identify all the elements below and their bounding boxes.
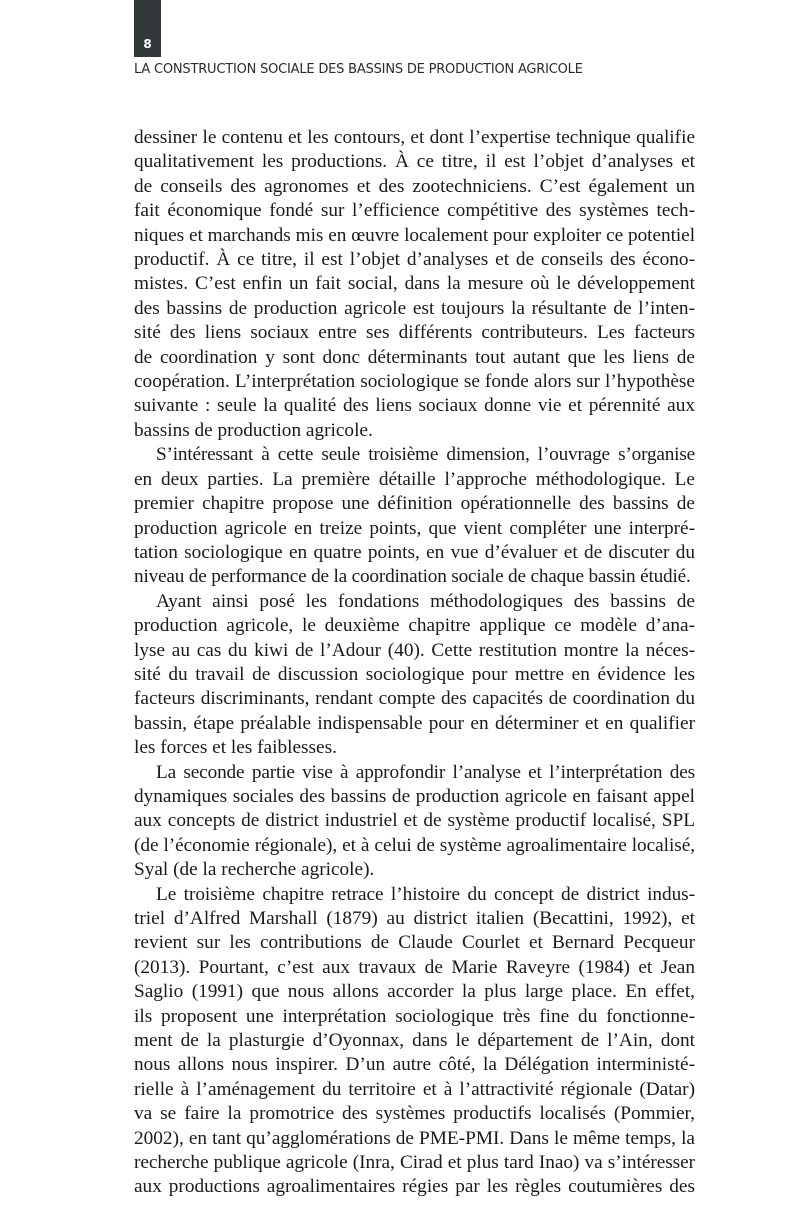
text-line: va se faire la promotrice des systèmes productifs localisés (Pommier, [134, 1103, 695, 1125]
paragraph [134, 590, 695, 761]
paragraph [134, 883, 695, 1200]
text-line: ils proposent une interprétation sociologique très fine du fonctionne- [134, 1005, 695, 1027]
text-line: S’intéressant à cette seule troisième dimension, l’ouvrage s’organise [156, 444, 695, 466]
text-line: en deux parties. La première détaille l’approche méthodologique. Le [134, 468, 695, 490]
text-line: facteurs discriminants, rendant compte des capacités de coordination du [134, 688, 695, 710]
text-line: sité des liens sociaux entre ses différents contributeurs. Les facteurs [134, 322, 695, 344]
page-number: 8 [143, 37, 152, 51]
text-line: nous allons nous inspirer. D’un autre côté, la Délégation interministé- [134, 1054, 695, 1076]
text-line: (2013). Pourtant, c’est aux travaux de Marie Raveyre (1984) et Jean [134, 956, 695, 978]
text-line: Syal (de la recherche agricole). [134, 859, 375, 881]
text-line: des bassins de production agricole est toujours la résultante de l’inten- [134, 297, 695, 319]
text-line: qualitativement les productions. À ce titre, il est l’objet d’analyses et [134, 151, 695, 173]
text-line: triel d’Alfred Marshall (1879) au district italien (Becattini, 1992), et [134, 908, 695, 929]
text-line: La seconde partie vise à approfondir l’analyse et l’interprétation des [156, 761, 695, 783]
text-line: (de l’économie régionale), et à celui de système agroalimentaire localisé, [134, 834, 695, 856]
paragraph [134, 126, 695, 443]
text-line: production agricole en treize points, que vient compléter une interpré- [134, 517, 695, 539]
paragraph [134, 761, 695, 883]
text-line: productif. À ce titre, il est l’objet d’analyses et de conseils des écono- [134, 249, 695, 271]
text-line: les forces et les faiblesses. [134, 737, 337, 759]
body-text [134, 126, 695, 1200]
text-line: rielle à l’aménagement du territoire et à l’attractivité régionale (Datar) [134, 1078, 695, 1100]
text-line: niveau de performance de la coordination sociale de chaque bassin étudié. [134, 566, 691, 588]
text-line: niques et marchands mis en œuvre localement pour exploiter ce potentiel [134, 224, 695, 246]
text-line: Saglio (1991) que nous allons accorder la plus large place. En effet, [134, 981, 695, 1003]
text-line: dessiner le contenu et les contours, et dont l’expertise technique qualifie [134, 127, 695, 148]
text-line: aux concepts de district industriel et de système productif localisé, SPL [134, 810, 695, 832]
text-line: suivante : seule la qualité des liens sociaux donne vie et pérennité aux [134, 395, 695, 417]
text-line: mistes. C’est enfin un fait social, dans la mesure où le développement [134, 273, 695, 295]
text-line: recherche publique agricole (Inra, Cirad et plus tard Inao) va s’intéresser [134, 1152, 695, 1174]
running-header: LA CONSTRUCTION SOCIALE DES BASSINS DE PRODUCTION AGRICOLE [134, 62, 583, 77]
text-line: sité du travail de discussion sociologique pour mettre en évidence les [134, 663, 695, 685]
text-line: aux productions agroalimentaires régies par les règles coutumières des [134, 1176, 695, 1198]
text-line: coopération. L’interprétation sociologique se fonde alors sur l’hypothèse [134, 371, 695, 393]
text-line: tation sociologique en quatre points, en vue d’évaluer et de discuter du [134, 541, 695, 563]
text-line: Ayant ainsi posé les fondations méthodologiques des bassins de [156, 590, 695, 612]
text-line: 2002), en tant qu’agglomérations de PME-PMI. Dans le même temps, la [134, 1127, 695, 1149]
text-line: dynamiques sociales des bassins de production agricole en faisant appel [134, 785, 695, 807]
text-line: de conseils des agronomes et des zootechniciens. C’est également un [134, 175, 695, 197]
text-line: premier chapitre propose une définition opérationnelle des bassins de [134, 493, 695, 515]
text-line: Le troisième chapitre retrace l’histoire du concept de district indus- [156, 883, 695, 905]
page-number-tab [134, 0, 161, 57]
text-line: fait économique fondé sur l’efficience compétitive des systèmes tech- [134, 200, 695, 222]
text-line: bassin, étape préalable indispensable pour en déterminer et en qualifier [134, 712, 695, 734]
paragraph [134, 443, 695, 589]
text-line: lyse au cas du kiwi de l’Adour (40). Cette restitution montre la néces- [134, 639, 695, 661]
text-line: production agricole, le deuxième chapitre applique ce modèle d’ana- [134, 615, 695, 637]
text-line: ment de la plasturgie d’Oyonnax, dans le département de l’Ain, dont [134, 1030, 695, 1052]
text-line: revient sur les contributions de Claude Courlet et Bernard Pecqueur [134, 932, 695, 954]
text-line: de coordination y sont donc déterminants tout autant que les liens de [134, 346, 695, 368]
text-line: bassins de production agricole. [134, 419, 373, 441]
